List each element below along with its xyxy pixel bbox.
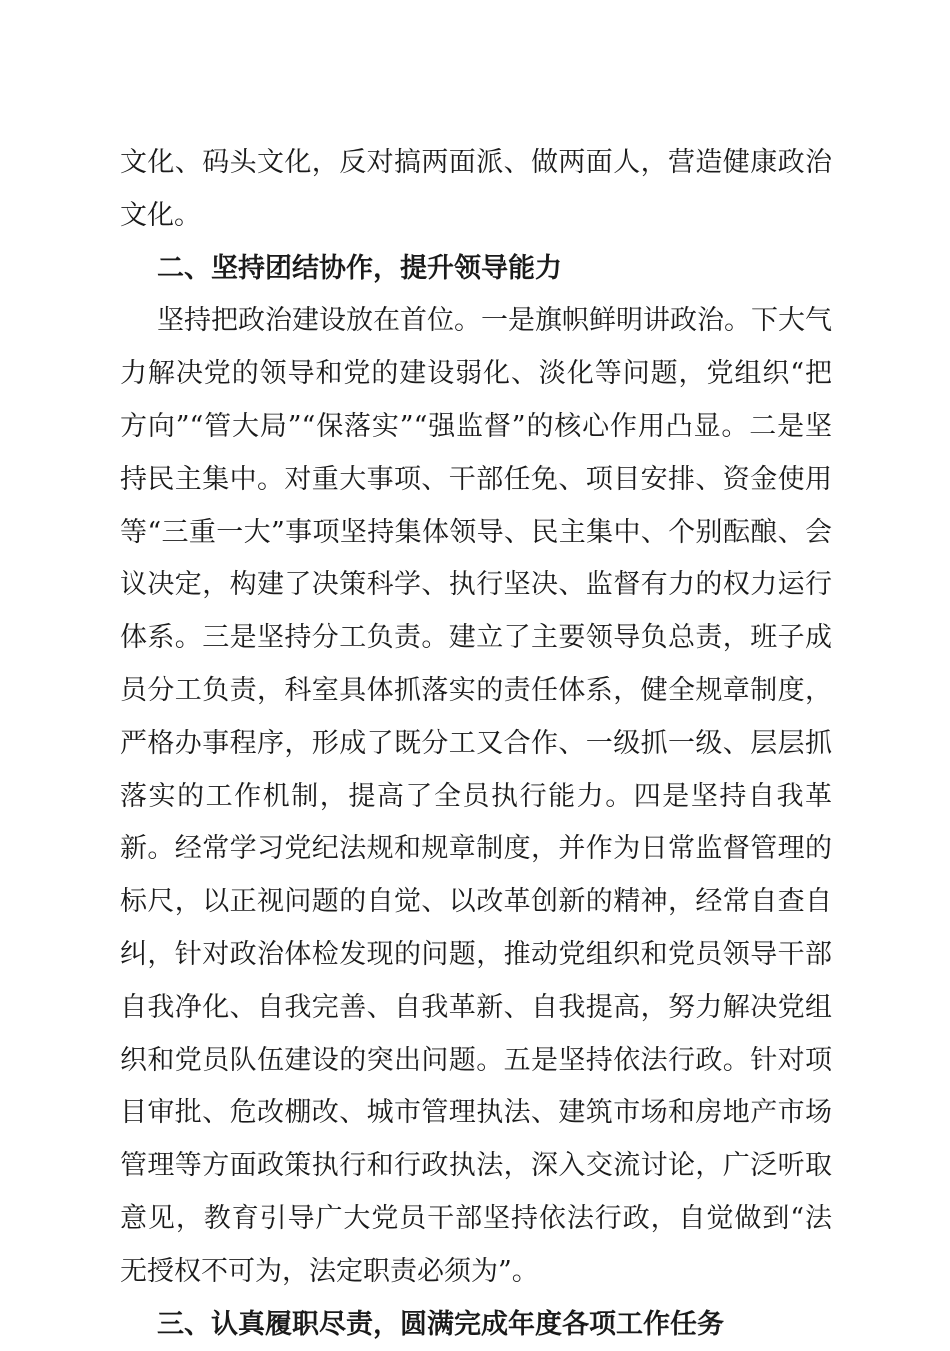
continuation-paragraph: 文化、码头文化，反对搞两面派、做两面人，营造健康政治文化。 (120, 147, 832, 231)
section-heading-3: 三、认真履职尽责，圆满完成年度各项工作任务 (157, 1308, 724, 1340)
body-paragraph: 坚持把政治建设放在首位。一是旗帜鲜明讲政治。下大气力解决党的领导和党的建设弱化、淡化等问题，党组织“把方向”“管大局”“保落实”“强监督”的核心作用凸显。二是坚持民主集中。对重大事项、干部任免、项目安排、资金使用等“三重一大”事项坚持集体领导、民主集中、个别酝酿、会议决定，构建了决策科学、执行坚决、监督有力的权力运行体系。三是坚持分工负责。建立了主要领导负总责，班子成员分工负责，科室具体抓落实的责任体系，健全规章制度，严格办事程序，形成了既分工又合作、一级抓一级、层层抓落实的工作机制，提高了全员执行能力。四是坚持自我革新。经常学习党纪法规和规章制度，并作为日常监督管理的标尺，以正视问题的自觉、以改革创新的精神，经常自查自纠，针对政治体检发现的问题，推动党组织和党员领导干部自我净化、自我完善、自我革新、自我提高，努力解决党组织和党员队伍建设的突出问题。五是坚持依法行政。针对项目审批、危改棚改、城市管理执法、建筑市场和房地产市场管理等方面政策执行和行政执法，深入交流讨论，广泛听取意见，教育引导广大党员干部坚持依法行政，自觉做到“法无授权不可为，法定职责必须为”。 (120, 305, 832, 1287)
document-body (120, 137, 832, 1351)
section-heading-2: 二、坚持团结协作，提升领导能力 (157, 252, 562, 284)
